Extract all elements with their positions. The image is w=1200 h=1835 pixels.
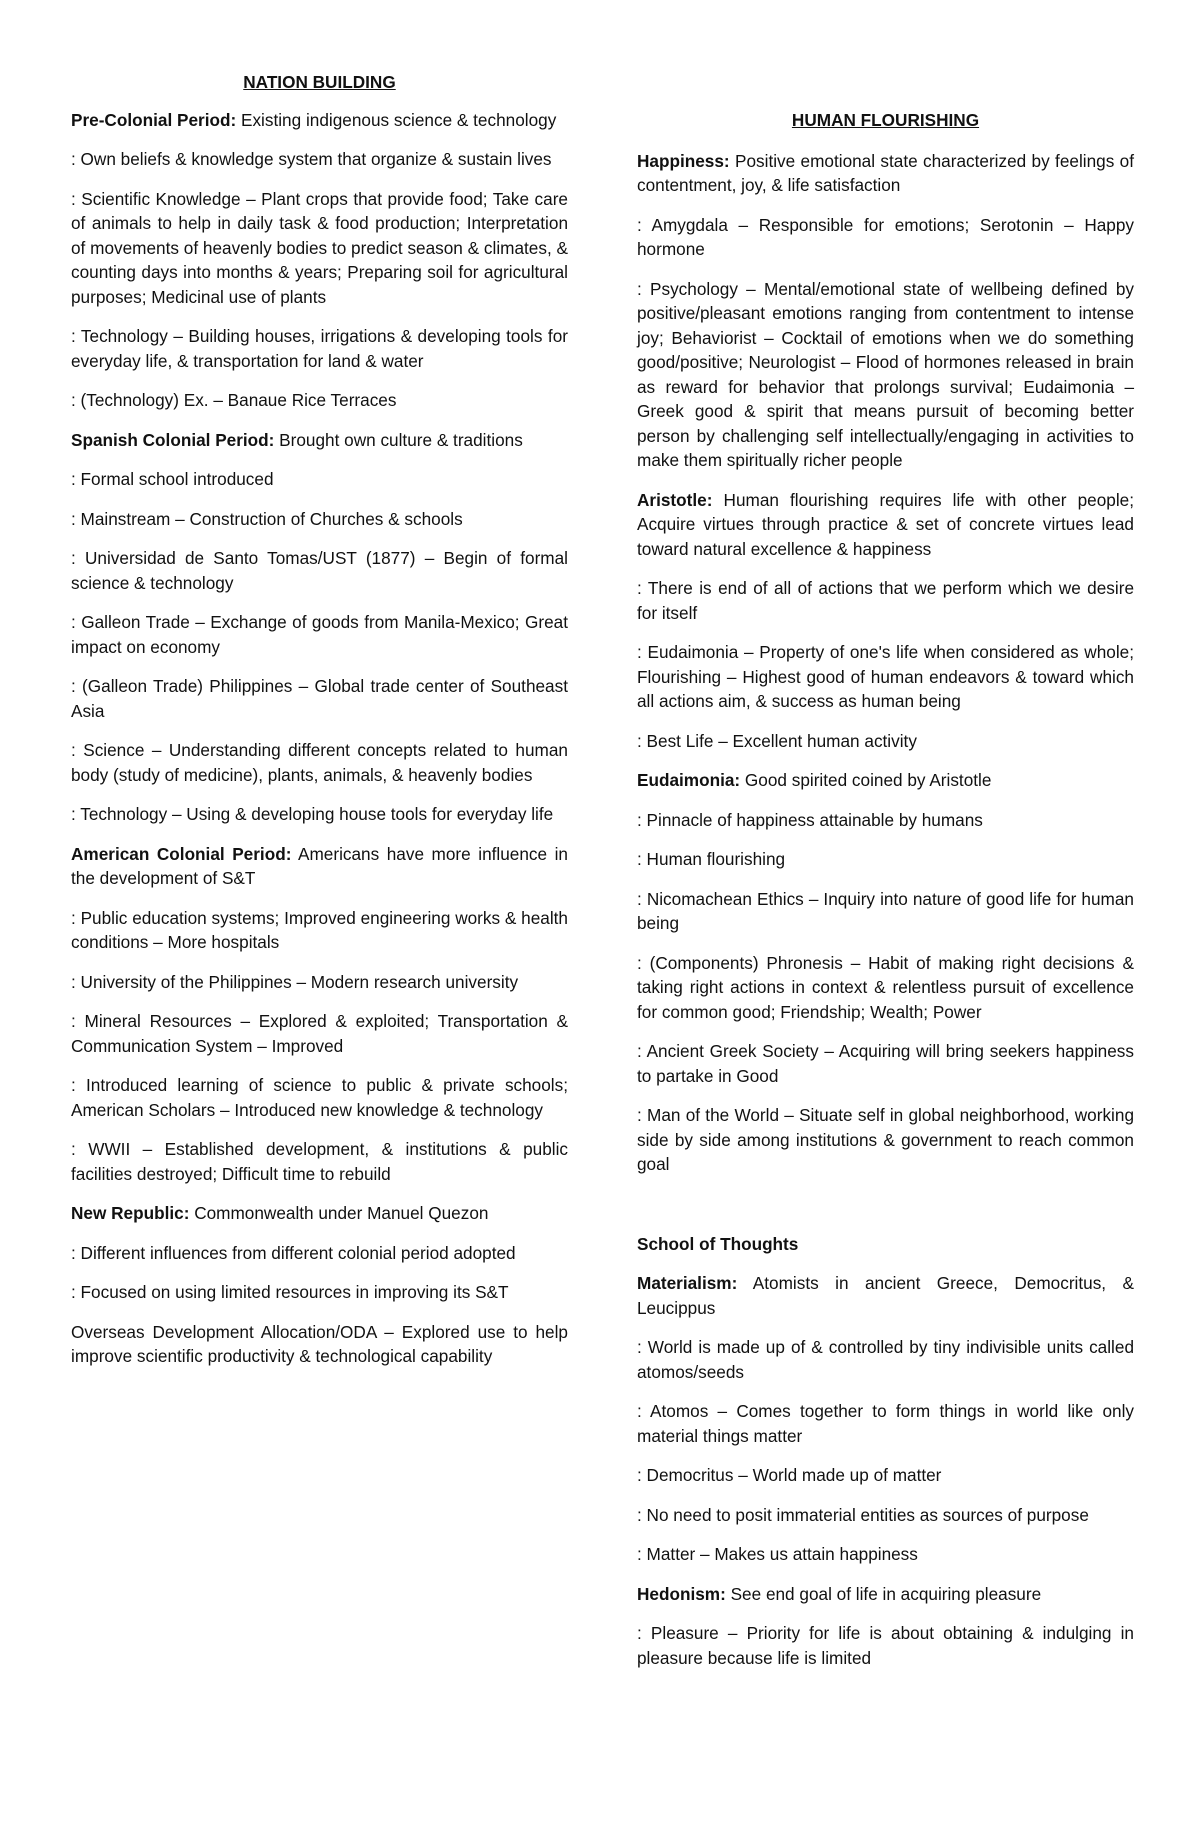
left-column	[71, 70, 568, 1384]
paragraph	[71, 1201, 568, 1226]
paragraph	[637, 1621, 1134, 1670]
school-of-thoughts-title: School of Thoughts	[637, 1233, 799, 1254]
paragraph	[71, 970, 568, 995]
paragraph-text: : Psychology – Mental/emotional state of wellbeing defined by positive/pleasant emotions ranging from contentment to intense joy; Behaviorist – Cocktail of emotions when we do something good/positive; Neurologist – Flood of hormones released in brain as reward for behavior that prolongs survival; Eudaimonia – Greek good & spirit that means pursuit of becoming better person by challenging self intellectually/engaging in activities to make them spiritually richer people	[637, 278, 1134, 470]
paragraph	[71, 1009, 568, 1058]
paragraph	[71, 906, 568, 955]
paragraph-text: : Technology – Building houses, irrigations & developing tools for everyday life, & transportation for land & water	[71, 326, 568, 371]
paragraph-text: : Science – Understanding different concepts related to human body (study of medicine), plants, animals, & heavenly bodies	[71, 740, 568, 785]
paragraph-text: : Public education systems; Improved engineering works & health conditions – More hospitals	[71, 907, 568, 952]
paragraph	[637, 1103, 1134, 1177]
paragraph-text: Good spirited coined by Aristotle	[740, 770, 992, 790]
left-paragraph-list	[71, 108, 568, 1369]
paragraph	[71, 802, 568, 827]
paragraph	[71, 610, 568, 659]
paragraph	[637, 768, 1134, 793]
paragraph	[637, 1582, 1134, 1607]
paragraph	[71, 1280, 568, 1305]
paragraph	[637, 277, 1134, 473]
paragraph	[637, 1542, 1134, 1567]
paragraph	[637, 213, 1134, 262]
paragraph	[637, 847, 1134, 872]
paragraph-text: : Galleon Trade – Exchange of goods from Manila-Mexico; Great impact on economy	[71, 612, 568, 657]
paragraph-term: Aristotle:	[637, 489, 713, 510]
paragraph	[637, 1335, 1134, 1384]
paragraph	[637, 640, 1134, 714]
paragraph-text: : WWII – Established development, & institutions & public facilities destroyed; Difficult time to rebuild	[71, 1139, 568, 1184]
paragraph-text: : Formal school introduced	[71, 469, 274, 489]
paragraph-term: Spanish Colonial Period:	[71, 429, 275, 450]
paragraph-text: : (Galleon Trade) Philippines – Global trade center of Southeast Asia	[71, 676, 568, 721]
paragraph	[637, 1271, 1134, 1320]
paragraph-term: Hedonism:	[637, 1583, 726, 1604]
paragraph-text: : Ancient Greek Society – Acquiring will bring seekers happiness to partake in Good	[637, 1041, 1134, 1086]
paragraph-text: Positive emotional state characterized by feelings of contentment, joy, & life satisfaction	[637, 150, 1134, 195]
paragraph-text: : Best Life – Excellent human activity	[637, 730, 917, 751]
paragraph-text: : Focused on using limited resources in improving its S&T	[71, 1282, 509, 1302]
paragraph-text: : Pinnacle of happiness attainable by humans	[637, 809, 983, 830]
nation-building-title: NATION BUILDING	[243, 72, 396, 92]
paragraph	[71, 1320, 568, 1369]
paragraph-text: Americans have more influence in the development of S&T	[71, 843, 568, 888]
paragraph-text: : Mineral Resources – Explored & exploited; Transportation & Communication System – Improved	[71, 1011, 568, 1056]
paragraph-text: : Own beliefs & knowledge system that organize & sustain lives	[71, 149, 552, 169]
right-paragraph-list	[637, 149, 1134, 1177]
paragraph-text: : Atomos – Comes together to form things in world like only material things matter	[637, 1401, 1134, 1446]
paragraph-text: : Human flourishing	[637, 849, 786, 869]
paragraph-text: Commonwealth under Manuel Quezon	[189, 1203, 489, 1223]
paragraph-text: : Mainstream – Construction of Churches & schools	[71, 508, 463, 529]
paragraph-text: : Introduced learning of science to public & private schools; American Scholars – Introduced new knowledge & technology	[71, 1075, 568, 1120]
paragraph-text: : Scientific Knowledge – Plant crops that provide food; Take care of animals to help in daily task & food production; Interpretation of movements of heavenly bodies to predict season & climates, & counting days into months & years; Preparing soil for agricultural purposes; Medicinal use of plants	[71, 188, 568, 307]
paragraph	[71, 1073, 568, 1122]
paragraph	[637, 1463, 1134, 1488]
paragraph	[71, 546, 568, 595]
paragraph-text: : Technology – Using & developing house tools for everyday life	[71, 804, 554, 824]
paragraph	[71, 674, 568, 723]
paragraph-term: Eudaimonia:	[637, 770, 741, 790]
paragraph	[71, 108, 568, 133]
paragraph-text: : Different influences from different colonial period adopted	[71, 1242, 516, 1263]
paragraph	[637, 576, 1134, 625]
paragraph	[637, 887, 1134, 936]
paragraph-text: : (Components) Phronesis – Habit of making right decisions & taking right actions in context & relentless pursuit of excellence for common good; Friendship; Wealth; Power	[637, 952, 1134, 1022]
paragraph	[71, 324, 568, 373]
paragraph-text: : World is made up of & controlled by tiny indivisible units called atomos/seeds	[637, 1337, 1134, 1382]
paragraph-term: American Colonial Period:	[71, 843, 292, 864]
paragraph-text: : Man of the World – Situate self in global neighborhood, working side by side among institutions & government to reach common goal	[637, 1105, 1134, 1174]
paragraph	[637, 1399, 1134, 1448]
paragraph	[71, 507, 568, 532]
paragraph	[637, 1503, 1134, 1528]
paragraph	[71, 428, 568, 453]
paragraph	[637, 488, 1134, 562]
paragraph	[71, 738, 568, 787]
paragraph-text: : University of the Philippines – Modern research university	[71, 971, 519, 992]
paragraph-text: : (Technology) Ex. – Banaue Rice Terraces	[71, 390, 397, 410]
paragraph	[71, 467, 568, 492]
paragraph	[71, 842, 568, 891]
paragraph	[71, 1137, 568, 1186]
paragraph	[71, 388, 568, 413]
right-column	[637, 108, 1134, 1685]
paragraph-text: Brought own culture & traditions	[274, 429, 523, 450]
paragraph-text: : There is end of all of actions that we perform which we desire for itself	[637, 578, 1134, 623]
section-spacer	[637, 1192, 1134, 1232]
paragraph-text: : Eudaimonia – Property of one's life when considered as whole; Flourishing – Highest good of human endeavors & toward which all actions aim, & success as human being	[637, 642, 1134, 711]
paragraph-text: : Democritus – World made up of matter	[637, 1465, 942, 1485]
paragraph-text: Existing indigenous science & technology	[236, 109, 557, 130]
paragraph-text: Atomists in ancient Greece, Democritus, & Leucippus	[637, 1273, 1134, 1318]
paragraph-text: : Matter – Makes us attain happiness	[637, 1544, 918, 1564]
paragraph-text: : No need to posit immaterial entities as sources of purpose	[637, 1504, 1089, 1525]
human-flourishing-title: HUMAN FLOURISHING	[791, 110, 980, 130]
paragraph-term: Happiness:	[637, 150, 730, 171]
paragraph	[637, 808, 1134, 833]
paragraph	[637, 729, 1134, 754]
paragraph-term: Materialism:	[637, 1273, 738, 1293]
paragraph-text: : Amygdala – Responsible for emotions; Serotonin – Happy hormone	[637, 214, 1134, 259]
paragraph-text: Human flourishing requires life with other people; Acquire virtues through practice & set of concrete virtues lead toward natural excellence & happiness	[637, 489, 1134, 559]
paragraph-term: Pre-Colonial Period:	[71, 109, 237, 130]
paragraph-text: : Pleasure – Priority for life is about obtaining & indulging in pleasure because life is limited	[637, 1623, 1134, 1668]
paragraph	[71, 187, 568, 310]
school-of-thoughts-paragraph-list	[637, 1271, 1134, 1670]
paragraph-text: See end goal of life in acquiring pleasure	[725, 1583, 1042, 1604]
paragraph-text: : Universidad de Santo Tomas/UST (1877) – Begin of formal science & technology	[71, 548, 568, 593]
paragraph	[637, 149, 1134, 198]
paragraph-text: : Nicomachean Ethics – Inquiry into nature of good life for human being	[637, 888, 1134, 933]
paragraph-term: New Republic:	[71, 1203, 190, 1223]
paragraph	[637, 951, 1134, 1025]
paragraph	[71, 147, 568, 172]
paragraph	[637, 1039, 1134, 1088]
paragraph	[71, 1241, 568, 1266]
paragraph-text: Overseas Development Allocation/ODA – Explored use to help improve scientific productivity & technological capability	[71, 1321, 568, 1366]
